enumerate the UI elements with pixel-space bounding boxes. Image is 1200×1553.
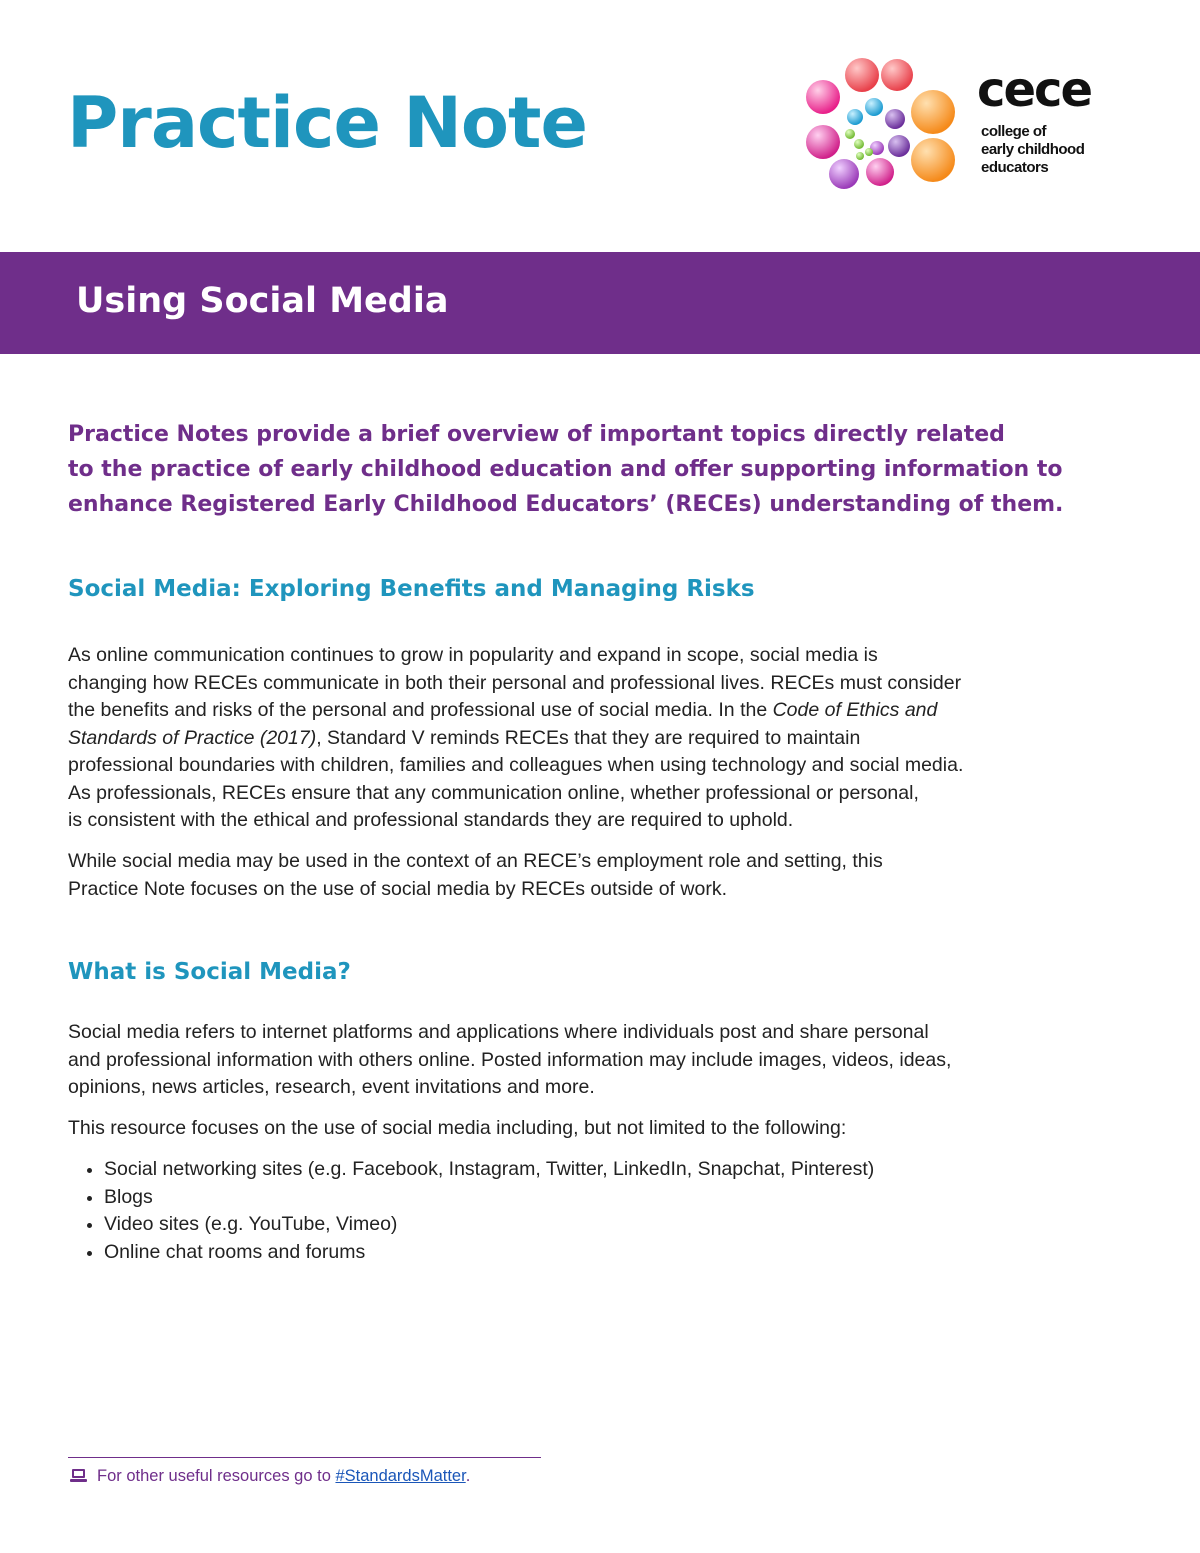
code-of-ethics-title: Code of Ethics and: [772, 699, 938, 721]
paragraph-line: As professionals, RECEs ensure that any communication online, whether professional or personal,: [68, 781, 919, 804]
paragraph-line: Social media refers to internet platforms and applications where individuals post and share personal: [68, 1021, 929, 1043]
intro-line: Practice Notes provide a brief overview of important topics directly related: [68, 422, 1005, 447]
intro-paragraph: [68, 417, 1138, 522]
footer-trailing: .: [465, 1467, 471, 1485]
page-title: Practice Note: [67, 82, 587, 164]
cece-logo: [800, 52, 1120, 197]
paragraph-line: This resource focuses on the use of social media including, but not limited to the following:: [68, 1117, 847, 1139]
footer-note: [70, 1466, 470, 1488]
social-media-types-list: [86, 1156, 874, 1266]
list-item: Online chat rooms and forums: [86, 1239, 874, 1267]
list-item: Video sites (e.g. YouTube, Vimeo): [86, 1211, 874, 1239]
banner-title: Using Social Media: [76, 281, 449, 321]
footer-text: For other useful resources go to: [97, 1467, 336, 1485]
text-run: the benefits and risks of the personal and professional use of social media. In the: [68, 699, 773, 721]
intro-line: enhance Registered Early Childhood Educators’ (RECEs) understanding of them.: [68, 492, 1064, 517]
logo-subtitle: [981, 123, 1121, 177]
text-run: , Standard V reminds RECEs that they are required to maintain: [316, 726, 861, 749]
footer-divider: [68, 1457, 541, 1458]
paragraph-line: While social media may be used in the context of an RECE’s employment role and setting, this: [68, 850, 883, 872]
paragraph-line: As online communication continues to grow in popularity and expand in scope, social media is: [68, 644, 878, 666]
logo-subtitle-line: college of: [981, 123, 1047, 140]
logo-subtitle-line: educators: [981, 159, 1049, 176]
logo-subtitle-line: early childhood: [981, 141, 1085, 158]
paragraph-line: Practice Note focuses on the use of social media by RECEs outside of work.: [68, 877, 727, 900]
paragraph-line: opinions, news articles, research, event invitations and more.: [68, 1076, 595, 1098]
paragraph-line: changing how RECEs communicate in both their personal and professional lives. RECEs must consider: [68, 671, 962, 694]
logo-circles-graphic: [800, 52, 975, 197]
intro-line: to the practice of early childhood education and offer supporting information to: [68, 457, 1063, 482]
section1-paragraph-1: [68, 642, 1148, 835]
computer-icon: [70, 1468, 87, 1488]
paragraph-line: and professional information with others online. Posted information may include images, videos, ideas,: [68, 1048, 952, 1071]
section1-paragraph-2: [68, 848, 1148, 903]
code-of-ethics-title-cont: Standards of Practice (2017): [68, 726, 317, 749]
section-heading-benefits-risks: Social Media: Exploring Benefits and Managing Risks: [68, 576, 755, 602]
paragraph-line: is consistent with the ethical and professional standards they are required to uphold.: [68, 809, 794, 831]
paragraph-line: professional boundaries with children, families and colleagues when using technology and social media.: [68, 754, 964, 776]
section2-paragraph-2: [68, 1115, 1148, 1143]
paragraph-line: [68, 725, 1148, 753]
section2-paragraph-1: [68, 1019, 1148, 1102]
section-heading-what-is-social-media: What is Social Media?: [68, 959, 351, 985]
standards-matter-link[interactable]: #StandardsMatter: [335, 1467, 466, 1485]
list-item: Blogs: [86, 1184, 874, 1212]
paragraph-line: [68, 697, 1148, 725]
list-item: Social networking sites (e.g. Facebook, Instagram, Twitter, LinkedIn, Snapchat, Pinterest): [86, 1156, 874, 1184]
logo-wordmark: cece: [977, 62, 1092, 118]
title-banner: [0, 252, 1200, 354]
